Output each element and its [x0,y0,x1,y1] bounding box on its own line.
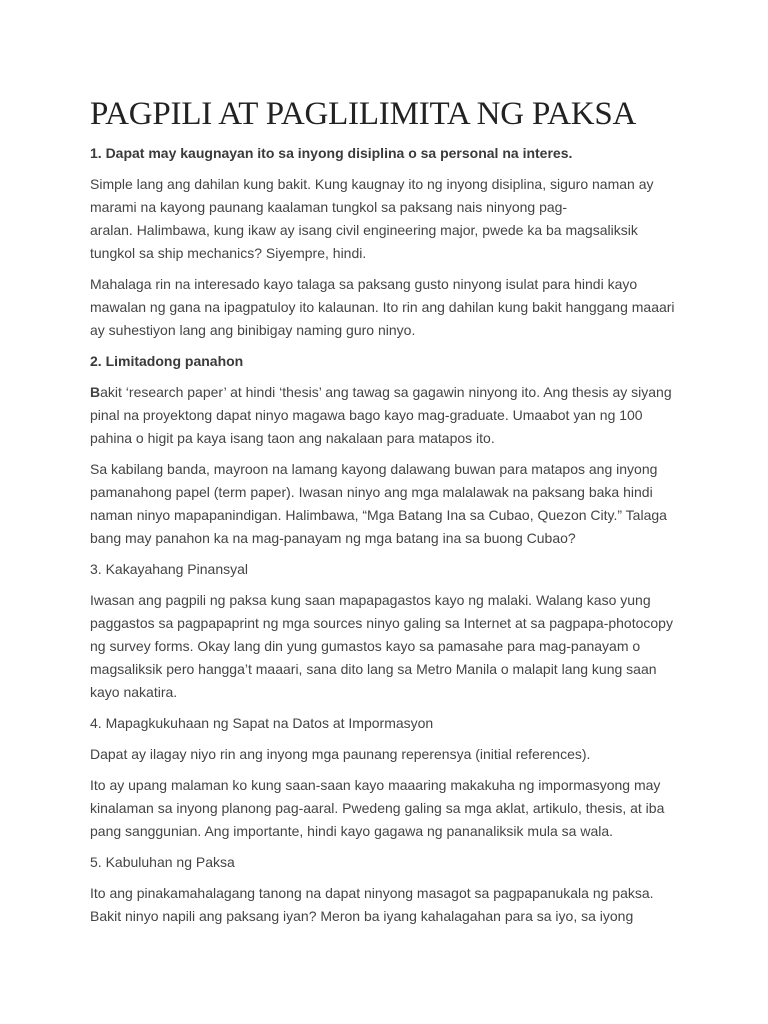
section-2-paragraph-1-text: akit ‘research paper’ at hindi ‘thesis’ ang tawag sa gagawin ninyong ito. Ang thesis ay siyang pinal na proyektong dapat ninyo magawa bago kayo mag-graduate. Umaabot yan ng 100 pahina o higit pa kaya isang taon ang nakalaan para matapos ito. [90,384,672,446]
section-2-paragraph-1 [90,381,686,450]
section-3-heading: 3. Kakayahang Pinansyal [90,561,248,577]
drop-letter: B [90,384,101,400]
section-3-paragraph-1: Iwasan ang pagpili ng paksa kung saan mapapagastos kayo ng malaki. Walang kaso yung paggastos sa pagpapaprint ng mga sources ninyo galing sa Internet at sa pagpapa-photocopy ng survey forms. Okay lang din yung gumastos kayo sa pamasahe para mag-panayam o magsaliksik pero hangga’t maaari, sana dito lang sa Metro Manila o malapit lang kung saan kayo nakatira. [90,592,673,700]
section-2-paragraph-2: Sa kabilang banda, mayroon na lamang kayong dalawang buwan para matapos ang inyong pamanahong papel (term paper). Iwasan ninyo ang mga malalawak na paksang baka hindi naman ninyo mapapanindigan. Halimbawa, “Mga Batang Ina sa Cubao, Quezon City.” Talaga bang may panahon ka na mag-panayam ng mga batang ina sa buong Cubao? [90,461,667,546]
section-4-heading: 4. Mapagkukuhaan ng Sapat na Datos at Impormasyon [90,715,434,731]
section-5-heading: 5. Kabuluhan ng Paksa [90,854,235,870]
document-page [90,92,686,936]
section-2-heading: 2. Limitadong panahon [90,353,244,369]
section-1-heading: 1. Dapat may kaugnayan ito sa inyong disiplina o sa personal na interes. [90,145,573,161]
section-4-paragraph-1: Dapat ay ilagay niyo rin ang inyong mga paunang reperensya (initial references). [90,746,591,762]
section-1-paragraph-1: Simple lang ang dahilan kung bakit. Kung kaugnay ito ng inyong disiplina, siguro naman ay marami na kayong paunang kaalaman tungkol sa paksang nais ninyong pag- aralan. Halimbawa, kung ikaw ay isang civil engineering major, pwede ka ba magsaliksik tungkol sa ship mechanics? Siyempre, hindi. [90,176,654,261]
section-4-paragraph-2: Ito ay upang malaman ko kung saan-saan kayo maaaring makakuha ng impormasyong may kinalaman sa inyong planong pag-aaral. Pwedeng galing sa mga aklat, artikulo, thesis, at iba pang sanggunian. Ang importante, hindi kayo gagawa ng pananaliksik mula sa wala. [90,777,665,839]
section-5-paragraph-1: Ito ang pinakamahalagang tanong na dapat ninyong masagot sa pagpapanukala ng paksa. Bakit ninyo napili ang paksang iyan? Meron ba iyang kahalagahan para sa iyo, sa iyong [90,885,654,924]
section-1-paragraph-2: Mahalaga rin na interesado kayo talaga sa paksang gusto ninyong isulat para hindi kayo mawalan ng gana na ipagpatuloy ito kalaunan. Ito rin ang dahilan kung bakit hanggang maaari ay suhestiyon lang ang binibigay naming guro ninyo. [90,276,675,338]
page-title: PAGPILI AT PAGLILIMITA NG PAKSA [90,96,637,132]
